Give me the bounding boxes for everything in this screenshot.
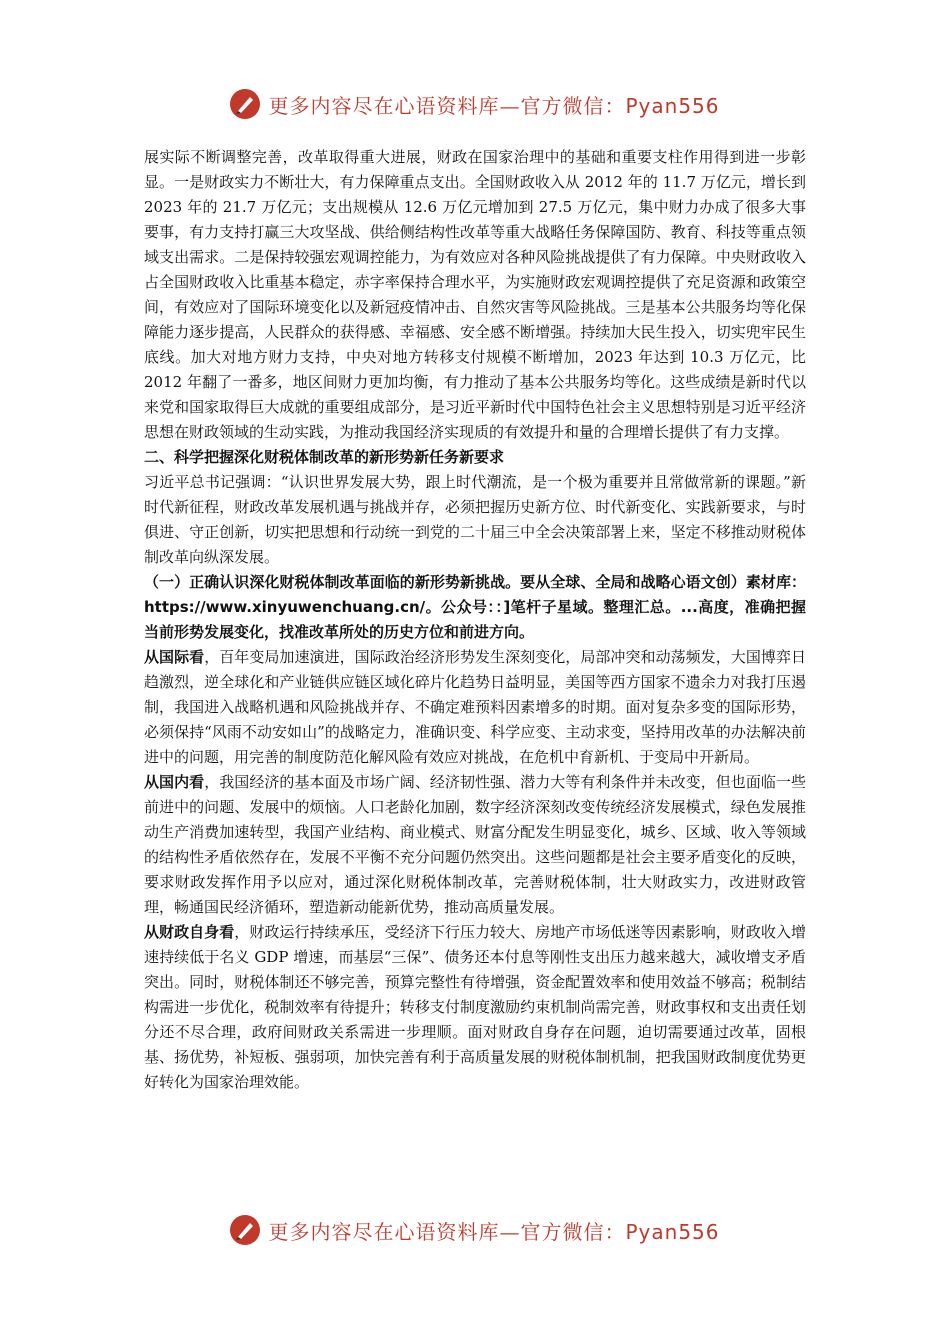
footer-banner-text: 更多内容尽在心语资料库—官方微信：Pyan556: [268, 1219, 720, 1244]
subsection-heading-1: （一）正确认识深化财税体制改革面临的新形势新挑战。要从全球、全局和战略心语文创）素材库：https://www.xinyuwenchuang.cn/。公众号：：]笔杆子星域。整理汇总。...高度，准确把握当前形势发展变化，找准改革所处的历史方位和前进方向。: [144, 573, 806, 641]
brand-logo-icon: [230, 1215, 260, 1245]
paragraph-intro: 习近平总书记强调：“认识世界发展大势，跟上时代潮流，是一个极为重要并且常做常新的课题。”新时代新征程，财政改革发展机遇与挑战并存，必须把握历史新方位、时代新变化、实践新要求，与时俱进、守正创新，切实把思想和行动统一到党的二十届三中全会决策部署上来，坚定不移推动财税体制改革向纵深发展。: [144, 473, 806, 566]
brand-logo-icon: [230, 89, 260, 119]
lead-domestic: 从国内看: [144, 773, 205, 791]
lead-fiscal-self: 从财政自身看: [144, 923, 235, 941]
paragraph-domestic: 从国内看，我国经济的基本面及市场广阔、经济韧性强、潜力大等有利条件并未改变，但也面临一些前进中的问题、发展中的烦恼。人口老龄化加剧，数字经济深刻改变传统经济发展模式，绿色发展推动生产消费加速转型，我国产业结构、商业模式、财富分配发生明显变化，城乡、区域、收入等领域的结构性矛盾依然存在，发展不平衡不充分问题仍然突出。这些问题都是社会主要矛盾变化的反映，要求财政发挥作用予以应对，通过深化财税体制改革，完善财税体制，壮大财政实力，改进财政管理，畅通国民经济循环，塑造新动能新优势，推动高质量发展。: [144, 773, 806, 916]
header-banner-text: 更多内容尽在心语资料库—官方微信：Pyan556: [268, 93, 720, 118]
document-body: [144, 145, 806, 1095]
header-banner-id: Pyan556: [625, 93, 720, 118]
lead-international: 从国际看: [144, 648, 205, 666]
header-banner: [0, 84, 950, 124]
paragraph-achievements: 展实际不断调整完善，改革取得重大进展，财政在国家治理中的基础和重要支柱作用得到进一步彰显。一是财政实力不断壮大，有力保障重点支出。全国财政收入从 2012 年的 11.7 万亿元，增长到 2023 年的 21.7 万亿元；支出规模从 12.6 万亿元增加到 27.5 万亿元，集中财力办成了很多大事要事，有力支持打赢三大攻坚战、供给侧结构性改革等重大战略任务保障国防、教育、科技等重点领域支出需求。二是保持较强宏观调控能力，为有效应对各种风险挑战提供了有力保障。中央财政收入占全国财政收入比重基本稳定，赤字率保持合理水平，为实施财政宏观调控提供了充足资源和政策空间，有效应对了国际环境变化以及新冠疫情冲击、自然灾害等风险挑战。三是基本公共服务均等化保障能力逐步提高，人民群众的获得感、幸福感、安全感不断增强。持续加大民生投入，切实兜牢民生底线。加大对地方财力支持，中央对地方转移支付规模不断增加，2023 年达到 10.3 万亿元，比 2012 年翻了一番多，地区间财力更加均衡，有力推动了基本公共服务均等化。这些成绩是新时代以来党和国家取得巨大成就的重要组成部分，是习近平新时代中国特色社会主义思想特别是习近平经济思想在财政领域的生动实践，为推动我国经济实现质的有效提升和量的合理增长提供了有力支撑。: [144, 148, 806, 441]
paragraph-international: 从国际看，百年变局加速演进，国际政治经济形势发生深刻变化，局部冲突和动荡频发，大国博弈日趋激烈，逆全球化和产业链供应链区域化碎片化趋势日益明显，美国等西方国家不遗余力对我打压遏制，我国进入战略机遇和风险挑战并存、不确定难预料因素增多的时期。面对复杂多变的国际形势，必须保持“风雨不动安如山”的战略定力，准确识变、科学应变、主动求变，坚持用改革的办法解决前进中的问题，用完善的制度防范化解风险有效应对挑战，在危机中育新机、于变局中开新局。: [144, 648, 806, 766]
section-heading-2: 二、科学把握深化财税体制改革的新形势新任务新要求: [144, 448, 505, 466]
footer-banner: [0, 1210, 950, 1250]
footer-banner-id: Pyan556: [625, 1219, 720, 1244]
paragraph-fiscal-self: 从财政自身看，财政运行持续承压，受经济下行压力较大、房地产市场低迷等因素影响，财政收入增速持续低于名义 GDP 增速，而基层“三保”、债务还本付息等刚性支出压力越来越大，减收增支矛盾突出。同时，财税体制还不够完善，预算完整性有待增强，资金配置效率和使用效益不够高；税制结构需进一步优化，税制效率有待提升；转移支付制度激励约束机制尚需完善，财政事权和支出责任划分还不尽合理，政府间财政关系需进一步理顺。面对财政自身存在问题，迫切需要通过改革，固根基、扬优势，补短板、强弱项，加快完善有利于高质量发展的财税体制机制，把我国财政制度优势更好转化为国家治理效能。: [144, 923, 806, 1091]
